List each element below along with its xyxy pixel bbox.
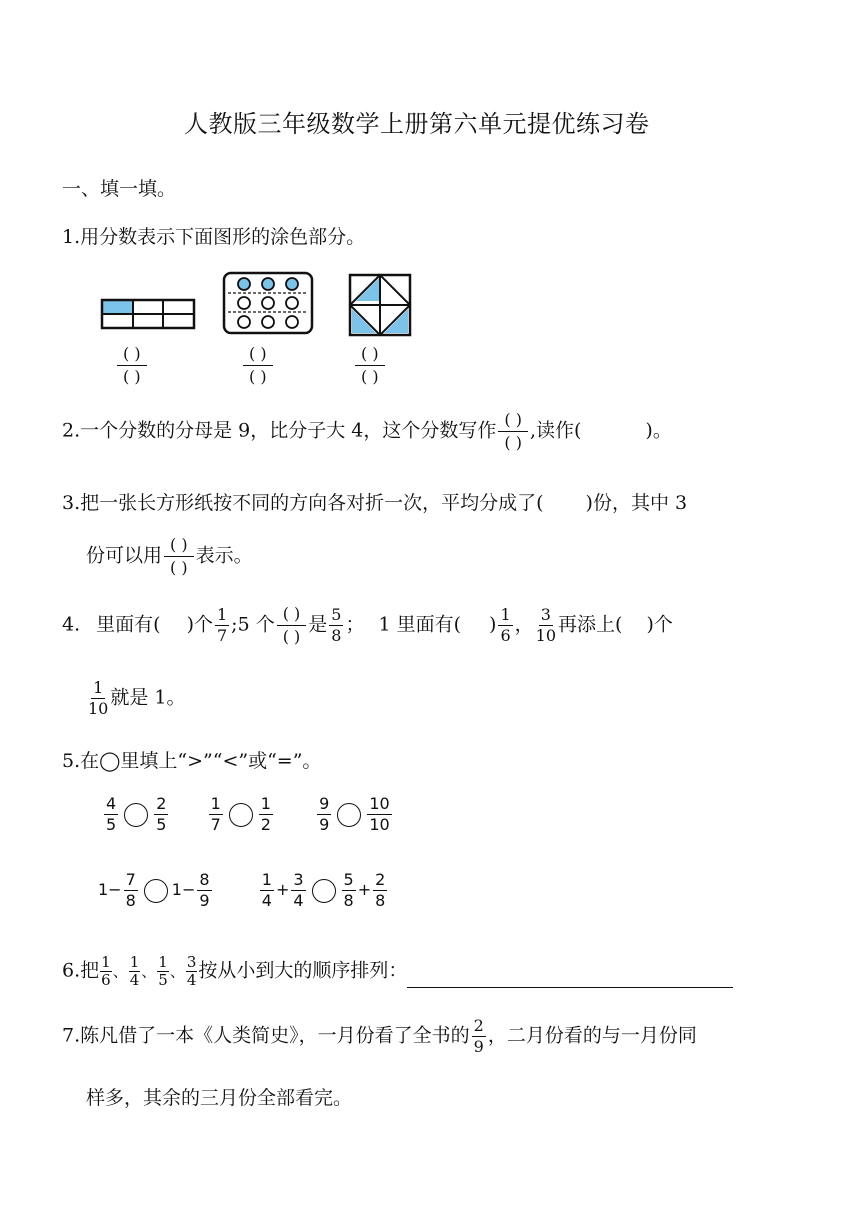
compare-row-1 [102,796,394,833]
denominator: 9 [199,891,210,910]
question-7-line-1 [62,1018,697,1055]
question-6-text: 6.把 [62,959,100,982]
compare-row-2 [98,872,389,909]
fraction [154,796,168,833]
denominator-blank: ( ) [361,367,379,386]
fraction [157,955,169,988]
denominator: 4 [293,891,304,910]
separator: 、 [141,962,157,981]
numerator: 1 [101,953,111,971]
question-2-end: )。 [645,419,672,442]
question-6-text-b: 按从小到大的顺序排列： [198,959,408,982]
fraction-3-10 [536,607,556,644]
denominator: 9 [319,815,330,834]
question-6 [62,955,733,988]
fraction [259,796,273,833]
denominator: 5 [106,815,117,834]
numerator: 8 [199,870,210,889]
q4-text: 就是 1。 [110,686,186,709]
answer-blank-3[interactable] [353,346,387,385]
denominator: 6 [500,626,511,645]
question-1-text: 1.用分数表示下面图形的涂色部分。 [62,226,366,248]
numerator: 1 [129,953,140,971]
numerator-blank: ( ) [164,537,194,557]
numerator-blank: ( ) [117,346,147,366]
fraction [209,796,223,833]
compare-circle[interactable] [337,803,361,827]
question-7-line-2: 样多，其余的三月份全部看完。 [86,1087,353,1109]
question-3-line-2 [86,537,253,576]
denominator: 10 [88,699,109,718]
denominator: 10 [535,626,557,645]
question-2-text: 2.一个分数的分母是 9，比分子大 4，这个分数写作 [62,419,497,442]
answer-blank-fraction[interactable] [164,537,194,576]
fraction [373,872,387,909]
question-3-text-b: )份，其中 3 [585,492,688,514]
figure-square-triangles [348,273,412,337]
denominator: 7 [216,626,228,645]
numerator-blank: ( ) [355,346,385,366]
fraction [197,872,211,909]
question-4-line-2 [86,680,186,717]
numerator: 4 [106,794,117,813]
compare-circle[interactable] [124,803,148,827]
answer-line[interactable] [407,969,733,988]
answer-blank-fraction[interactable] [498,412,528,451]
fraction [367,796,391,833]
denominator: 8 [125,891,136,910]
section-heading: 一、填一填。 [62,178,177,200]
fraction [291,872,305,909]
question-4-number: 4. [62,613,81,636]
numerator: 1 [210,794,221,813]
separator: 、 [169,962,185,981]
numerator: 1 [500,605,511,624]
fraction [129,955,141,988]
numerator: 3 [293,870,304,889]
numerator: 9 [319,794,330,813]
numerator: 1 [261,870,272,889]
numerator-blank: ( ) [498,412,528,432]
numerator: 3 [540,605,551,624]
numerator: 10 [369,794,390,813]
denominator: 4 [129,971,140,989]
fraction-1-7 [215,607,229,644]
numerator: 5 [343,870,354,889]
one-minus: 1− [98,880,122,899]
question-7-text: 7.陈凡借了一本《人类简史》，一月份看了全书的 [62,1024,470,1047]
denominator-blank: ( ) [170,558,188,577]
denominator-blank: ( ) [249,367,267,386]
numerator-blank: ( ) [277,606,307,626]
compare-circle[interactable] [312,879,336,903]
numerator: 1 [216,605,228,624]
denominator: 4 [186,971,197,989]
answer-blank-1[interactable] [115,346,149,385]
denominator: 6 [101,971,111,989]
q4-text: )个 [646,613,673,636]
numerator: 2 [473,1016,484,1035]
shaded-cell [102,300,132,314]
denominator: 4 [261,891,272,910]
denominator-blank: ( ) [123,367,141,386]
fraction [186,955,198,988]
denominator: 8 [331,626,342,645]
denominator: 5 [158,971,168,989]
fraction [317,796,331,833]
separator: 、 [112,962,128,981]
numerator: 2 [156,794,167,813]
q4-text: )个 [186,613,213,636]
numerator: 1 [93,678,104,697]
q4-text: 再添上( [558,613,623,636]
question-3-text-c: 份可以用 [86,544,163,567]
q4-text: ) [489,613,497,636]
numerator: 1 [158,953,168,971]
answer-blank-fraction[interactable] [277,606,307,645]
compare-circle[interactable] [229,803,253,827]
fraction-2-9 [472,1018,486,1055]
q4-text: 1 里面有( [378,613,462,636]
numerator: 3 [186,953,197,971]
figure-rectangle-grid [100,298,196,330]
denominator: 9 [473,1037,484,1056]
fraction [104,796,118,833]
q4-text: ;5 个 [231,613,275,636]
plus-sign: + [357,880,372,899]
numerator: 7 [125,870,136,889]
question-2-mid: ,读作( [529,419,582,442]
page-title: 人教版三年级数学上册第六单元提优练习卷 [184,110,650,138]
denominator: 8 [375,891,386,910]
fraction [100,955,112,988]
denominator: 7 [210,815,221,834]
denominator-blank: ( ) [504,433,522,452]
denominator: 10 [369,815,390,834]
numerator: 5 [331,605,342,624]
denominator: 2 [260,815,271,834]
question-2 [62,412,672,451]
question-3-line-1 [62,488,687,515]
denominator-blank: ( ) [282,627,301,646]
q4-text: ； [345,613,365,636]
q4-text: ， [514,613,534,636]
fraction [124,872,138,909]
question-5-text: 5.在◯里填上“>”“<”或“=”。 [62,750,322,772]
compare-circle[interactable] [144,879,168,903]
figure-circles-box [222,271,314,335]
numerator: 2 [375,870,386,889]
question-4-line-1 [62,606,673,645]
fraction-1-6 [498,607,512,644]
question-7-text-b: ，二月份看的与一月份同 [487,1024,697,1047]
numerator: 1 [260,794,271,813]
q4-text: 是 [308,613,328,636]
one-minus: 1− [171,880,196,899]
fraction-5-8 [329,607,343,644]
fraction [342,872,356,909]
fraction-1-10 [88,680,108,717]
answer-blank-2[interactable] [241,346,275,385]
question-3-text-d: 表示。 [195,544,253,567]
question-3-text: 3.把一张长方形纸按不同的方向各对折一次，平均分成了( [62,492,544,514]
plus-sign: + [275,880,290,899]
denominator: 8 [343,891,354,910]
denominator: 5 [156,815,167,834]
fraction [260,872,274,909]
q4-text: 里面有( [96,613,161,636]
numerator-blank: ( ) [243,346,273,366]
